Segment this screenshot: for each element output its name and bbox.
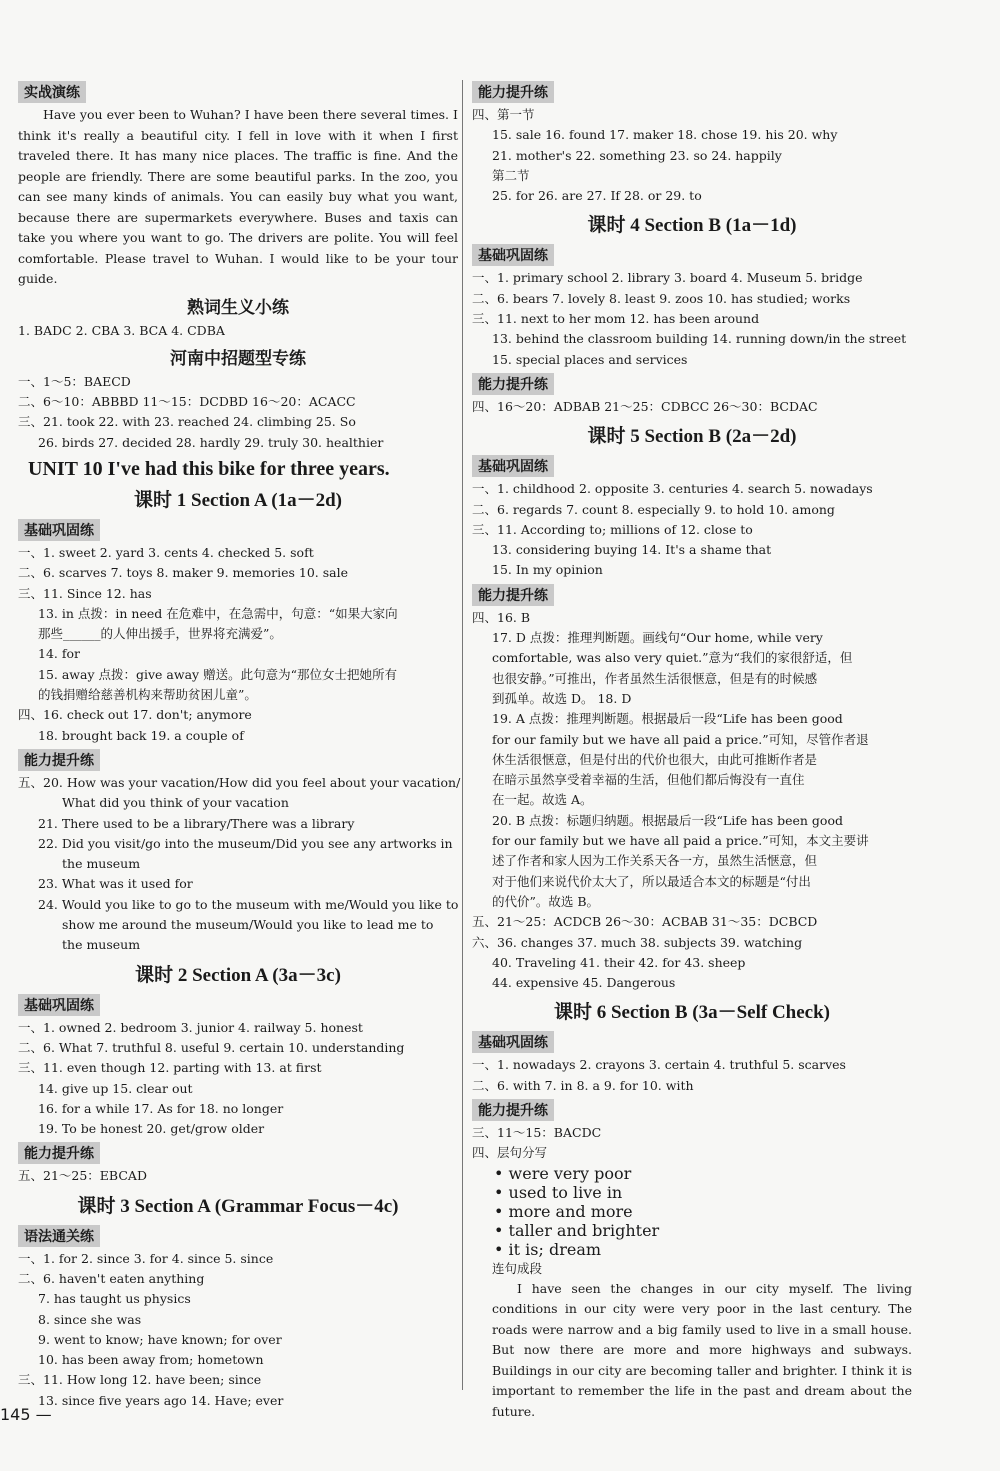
answer-line: 休生活很惬意，但是付出的代价也很大，由此可推断作者是 <box>492 751 818 767</box>
answer-line: 22. Did you visit/go into the museum/Did you see any artworks in <box>38 835 453 851</box>
lesson-title: 课时 3 Section A (Grammar Focus－4c) <box>77 1195 399 1217</box>
answer-line: 一、1～5：BAECD <box>18 373 131 389</box>
answer-line: 三、21. took 22. with 23. reached 24. climbing 25. So <box>18 414 356 430</box>
section-header: 能力提升练 <box>18 1142 100 1164</box>
answer-line: 一、1. primary school 2. library 3. board 4. Museum 5. bridge <box>472 270 863 286</box>
answer-line: 19. To be honest 20. get/grow older <box>38 1121 265 1137</box>
answer-line: 四、16. check out 17. don't; anymore <box>18 707 252 723</box>
section-header-wrap <box>18 991 458 1018</box>
answer-line: 连句成段 <box>492 1260 543 1276</box>
column-divider <box>462 80 463 1390</box>
bullet-item: • more and more <box>494 1201 633 1221</box>
answer-line: 23. What was it used for <box>38 876 193 892</box>
bullet-item: • it is; dream <box>494 1239 602 1259</box>
lesson-title: 课时 6 Section B (3a－Self Check) <box>553 1002 830 1024</box>
section-header-wrap <box>18 746 458 773</box>
answer-line: 15. away 点拨：give away 赠送。此句意为“那位女士把她所有 <box>38 666 397 682</box>
answer-line: 8. since she was <box>38 1311 142 1327</box>
answer-line: 六、36. changes 37. much 38. subjects 39. watching <box>472 934 803 950</box>
answer-line: 一、1. owned 2. bedroom 3. junior 4. railway 5. honest <box>18 1019 363 1035</box>
answer-line: 五、21～25：EBCAD <box>18 1168 147 1184</box>
answer-line: 四、第一节 <box>472 107 535 122</box>
answer-line: 五、21～25：ACDCB 26～30：ACBAB 31～35：DCBCD <box>472 914 818 930</box>
bullet-item: • were very poor <box>494 1163 632 1183</box>
section-header: 能力提升练 <box>472 584 554 606</box>
subsection-title: 熟词生义小练 <box>187 297 289 318</box>
section-header: 实战演练 <box>18 81 86 103</box>
answer-line: 40. Traveling 41. their 42. for 43. sheep <box>492 954 746 970</box>
answer-line: for our family but we have all paid a price.”可知，尽管作者退 <box>492 731 869 747</box>
answer-line: 44. expensive 45. Dangerous <box>492 975 676 991</box>
section-header-wrap <box>472 1096 912 1123</box>
answer-line: 13. behind the classroom building 14. running down/in the street <box>492 331 907 347</box>
answer-line: 26. birds 27. decided 28. hardly 29. truly 30. healthier <box>38 434 384 450</box>
section-header-wrap <box>472 370 912 397</box>
passage-paragraph: I have seen the changes in our city myself. The living conditions in our city were very poor in the last century. The roads were narrow and a big family used to live in a small house. But now there are more and more highways and subways. Buildings in our city are becoming taller and brighter. I think it is important to remember the life in the past and dream about the future. <box>492 1280 912 1419</box>
answer-line: 14. for <box>38 646 80 662</box>
answer-line: for our family but we have all paid a price.”可知，本文主要讲 <box>492 833 869 849</box>
answer-line: What did you think of your vacation <box>62 795 289 811</box>
answer-line: 三、11. How long 12. have been; since <box>18 1372 262 1388</box>
answer-line: 述了作者和家人因为工作关系天各一方，虽然生活惬意，但 <box>492 853 818 869</box>
answer-line: 的代价”。故选 B。 <box>492 893 600 909</box>
answer-line: 7. has taught us physics <box>38 1291 191 1307</box>
answer-line: 17. D 点拨：推理判断题。画线句“Our home, while very <box>492 630 823 646</box>
answer-line: comfortable, was also very quiet.”意为“我们的家很舒适，但 <box>492 650 853 666</box>
unit-title: UNIT 10 I've had this bike for three years. <box>28 457 390 480</box>
right-column <box>472 78 912 1422</box>
answer-line: show me around the museum/Would you like to lead me to <box>62 917 434 933</box>
answer-line: 四、层句分写 <box>472 1145 548 1161</box>
section-header: 能力提升练 <box>472 373 554 395</box>
answer-line: 9. went to know; have known; for over <box>38 1331 282 1347</box>
answer-line: 二、6. bears 7. lovely 8. least 9. zoos 10. has studied; works <box>472 290 851 306</box>
answer-line: 18. brought back 19. a couple of <box>38 727 244 743</box>
answer-line: 的钱捐赠给慈善机构来帮助贫困儿童”。 <box>38 687 257 703</box>
lesson-title: 课时 4 Section B (1a－1d) <box>587 215 797 237</box>
answer-line: 14. give up 15. clear out <box>38 1080 193 1096</box>
answer-line: 一、1. childhood 2. opposite 3. centuries 4. search 5. nowadays <box>472 481 873 497</box>
answer-line: 那些______的人伸出援手，世界将充满爱”。 <box>38 626 282 642</box>
answer-line: 五、20. How was your vacation/How did you feel about your vacation/ <box>18 774 461 790</box>
section-header-wrap <box>472 1028 912 1055</box>
answer-line: 一、1. sweet 2. yard 3. cents 4. checked 5. soft <box>18 544 314 560</box>
answer-line: 三、11. According to; millions of 12. close to <box>472 521 753 537</box>
lesson-title: 课时 1 Section A (1a－2d) <box>134 489 342 511</box>
section-header: 基础巩固练 <box>18 519 100 541</box>
section-header: 能力提升练 <box>472 81 554 103</box>
section-header-wrap <box>18 1222 458 1249</box>
section-header: 基础巩固练 <box>472 244 554 266</box>
section-header-wrap <box>18 516 458 543</box>
section-header-wrap <box>472 581 912 608</box>
bullet-item: • taller and brighter <box>494 1220 660 1240</box>
answer-line: 四、16～20：ADBAB 21～25：CDBCC 26～30：BCDAC <box>472 398 818 414</box>
left-column <box>18 78 461 1411</box>
answer-line: 在一起。故选 A。 <box>492 792 593 808</box>
page-number: 145 — <box>0 1405 52 1424</box>
answer-line: 1. BADC 2. CBA 3. BCA 4. CDBA <box>18 322 225 338</box>
answer-line: 三、11. even though 12. parting with 13. at first <box>18 1060 322 1076</box>
answer-line: 16. for a while 17. As for 18. no longer <box>38 1100 284 1116</box>
answer-line: 四、16. B <box>472 609 531 625</box>
answer-line: 一、1. for 2. since 3. for 4. since 5. since <box>18 1250 274 1266</box>
answer-line: 二、6～10：ABBBD 11～15：DCDBD 16～20：ACACC <box>18 394 356 410</box>
section-header-wrap <box>18 78 458 105</box>
section-header: 能力提升练 <box>472 1099 554 1121</box>
answer-line: 13. since five years ago 14. Have; ever <box>38 1392 284 1408</box>
answer-line: 也很安静。”可推出，作者虽然生活很惬意，但是有的时候感 <box>492 670 818 686</box>
answer-line: the museum <box>62 856 141 872</box>
section-header: 基础巩固练 <box>18 994 100 1016</box>
answer-line: 三、11. next to her mom 12. has been around <box>472 311 760 327</box>
answer-line: 10. has been away from; hometown <box>38 1352 264 1368</box>
answer-line: 24. Would you like to go to the museum with me/Would you like to <box>38 896 459 912</box>
answer-line: 13. considering buying 14. It's a shame that <box>492 542 772 558</box>
section-header-wrap <box>472 452 912 479</box>
answer-line: 二、6. with 7. in 8. a 9. for 10. with <box>472 1077 694 1093</box>
section-header: 能力提升练 <box>18 749 100 771</box>
answer-line: 15. sale 16. found 17. maker 18. chose 19. his 20. why <box>492 127 838 143</box>
section-header-wrap <box>18 1139 458 1166</box>
answer-line: 25. for 26. are 27. If 28. or 29. to <box>492 188 702 204</box>
subsection-title: 河南中招题型专练 <box>170 348 306 369</box>
answer-line: 13. in 点拨：in need 在危难中，在急需中，句意：“如果大家向 <box>38 605 398 621</box>
answer-line: 一、1. nowadays 2. crayons 3. certain 4. truthful 5. scarves <box>472 1057 846 1073</box>
answer-line: 15. In my opinion <box>492 562 603 578</box>
section-header: 语法通关练 <box>18 1225 100 1247</box>
answer-line: 二、6. What 7. truthful 8. useful 9. certain 10. understanding <box>18 1039 405 1055</box>
answer-line: 21. There used to be a library/There was a library <box>38 815 355 831</box>
passage-paragraph: Have you ever been to Wuhan? I have been there several times. I think it's really a beautiful city. I fell in love with it when I first traveled there. It has many nice places. The traffic is fine. And the people are friendly. There are some beautiful parks. In the zoo, you can see many kinds of animals. You can easily buy what you want, because there are supermarkets everywhere. Buses and taxis can take you where you want to go. The drivers are polite. You will feel comfortable. Please travel to Wuhan. I would like to be your tour guide. <box>18 107 458 286</box>
answer-line: 15. special places and services <box>492 351 688 367</box>
lesson-title: 课时 5 Section B (2a－2d) <box>587 426 797 448</box>
answer-line: 三、11. Since 12. has <box>18 585 152 601</box>
answer-line: 对于他们来说代价太大了，所以最适合本文的标题是“付出 <box>492 873 811 889</box>
answer-line: 二、6. scarves 7. toys 8. maker 9. memories 10. sale <box>18 565 349 581</box>
answer-line: 21. mother's 22. something 23. so 24. happily <box>492 147 782 163</box>
answer-line: 第二节 <box>492 167 530 183</box>
answer-line: 到孤单。故选 D。 18. D <box>492 690 632 706</box>
answer-line: 19. A 点拨：推理判断题。根据最后一段“Life has been good <box>492 711 843 727</box>
section-header: 基础巩固练 <box>472 1031 554 1053</box>
answer-line: 三、11～15：BACDC <box>472 1124 602 1140</box>
bullet-item: • used to live in <box>494 1182 623 1202</box>
answer-line: the museum <box>62 937 141 953</box>
section-header-wrap <box>472 78 912 105</box>
section-header-wrap <box>472 241 912 268</box>
answer-line: 二、6. regards 7. count 8. especially 9. to hold 10. among <box>472 501 835 517</box>
answer-line: 在暗示虽然享受着幸福的生活，但他们都后悔没有一直住 <box>492 772 805 788</box>
answer-line: 二、6. haven't eaten anything <box>18 1271 205 1286</box>
lesson-title: 课时 2 Section A (3a－3c) <box>135 964 341 986</box>
section-header: 基础巩固练 <box>472 455 554 477</box>
answer-line: 20. B 点拨：标题归纳题。根据最后一段“Life has been good <box>492 812 843 828</box>
